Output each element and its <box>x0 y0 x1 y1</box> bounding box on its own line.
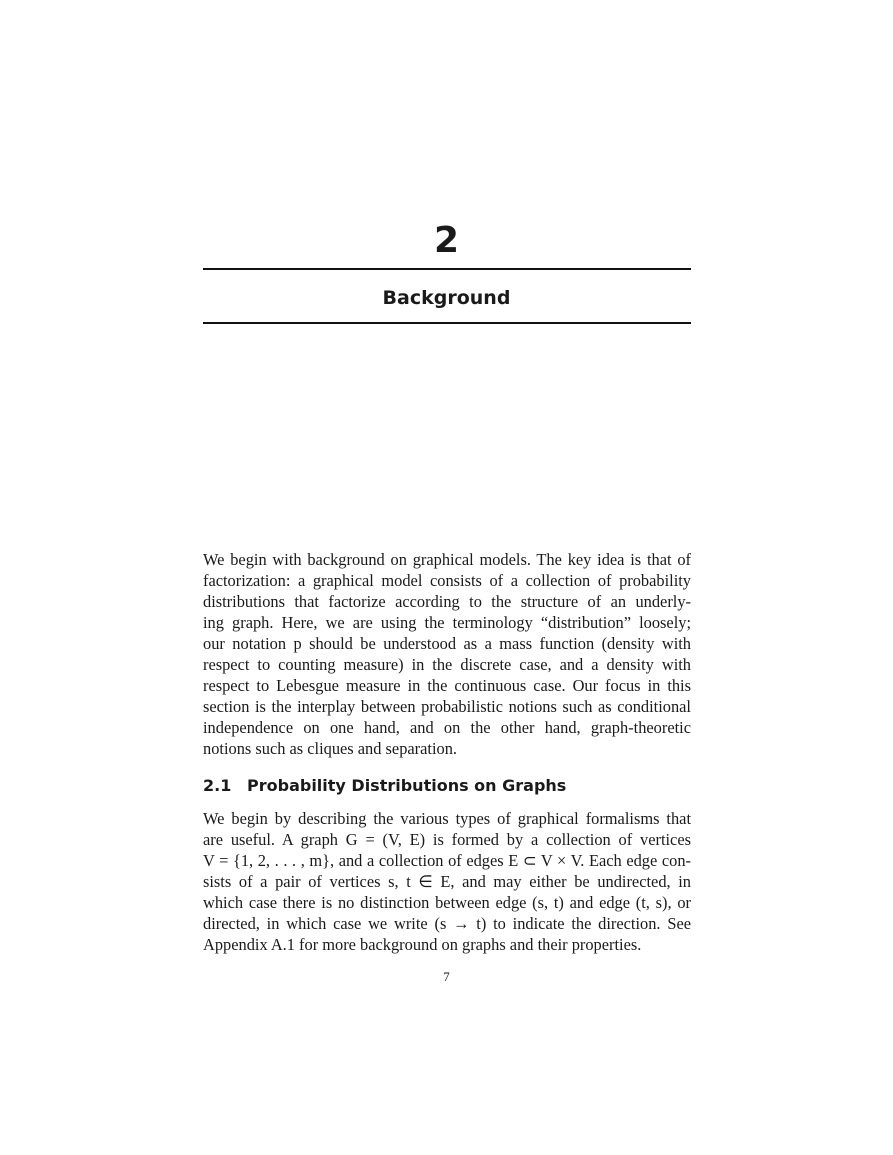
text-line: directed, in which case we write (s → t) to indicate the direction. See <box>203 914 691 933</box>
text-line: independence on one hand, and on the other hand, graph-theoretic <box>203 718 691 737</box>
section-number: 2.1 <box>203 776 232 795</box>
text-line: respect to counting measure) in the discrete case, and a density with <box>203 655 691 674</box>
text-line: We begin with background on graphical models. The key idea is that of <box>203 550 691 569</box>
page-number: 7 <box>443 969 450 984</box>
text-line: We begin by describing the various types of graphical formalisms that <box>203 809 691 828</box>
text-line: V = {1, 2, . . . , m}, and a collection of edges E ⊂ V × V. Each edge con- <box>203 851 691 870</box>
chapter-number: 2 <box>433 220 460 261</box>
text-line: our notation p should be understood as a mass function (density with <box>203 634 691 653</box>
text-line: which case there is no distinction between edge (s, t) and edge (t, s), or <box>203 893 691 912</box>
text-line: Appendix A.1 for more background on graphs and their properties. <box>203 935 642 954</box>
section-title: Probability Distributions on Graphs <box>247 776 567 795</box>
chapter-title: Background <box>382 287 511 309</box>
text-line: sists of a pair of vertices s, t ∈ E, and may either be undirected, in <box>203 872 691 891</box>
text-line: notions such as cliques and separation. <box>203 739 457 758</box>
text-line: are useful. A graph G = (V, E) is formed by a collection of vertices <box>203 830 691 849</box>
intro-paragraph <box>203 549 691 759</box>
section-paragraph <box>203 808 691 955</box>
text-line: respect to Lebesgue measure in the continuous case. Our focus in this <box>203 676 691 695</box>
text-line: section is the interplay between probabilistic notions such as conditional <box>203 697 691 716</box>
text-line: distributions that factorize according to the structure of an underly- <box>203 592 691 611</box>
section-heading <box>203 775 566 797</box>
text-line: factorization: a graphical model consists of a collection of probability <box>203 571 691 590</box>
chapter-rule-bottom <box>203 322 691 324</box>
text-line: ing graph. Here, we are using the terminology “distribution” loosely; <box>203 613 691 632</box>
chapter-rule-top <box>203 268 691 270</box>
